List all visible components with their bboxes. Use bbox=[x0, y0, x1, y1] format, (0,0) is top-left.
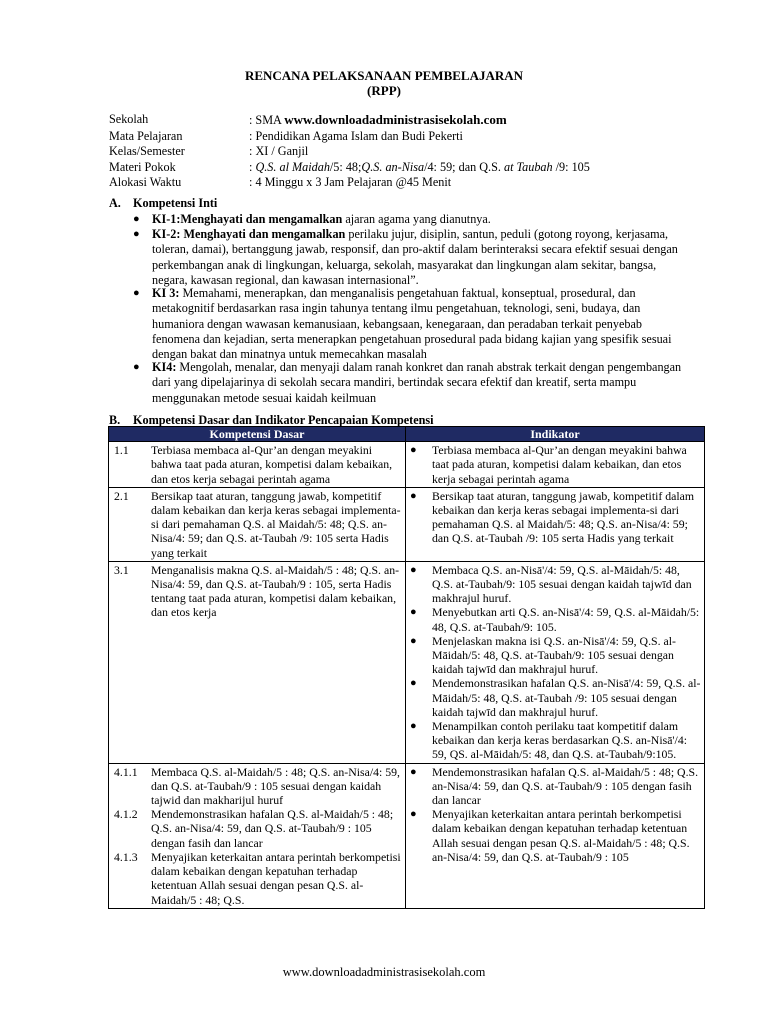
section-number: B. bbox=[109, 413, 121, 427]
indicator-text: Terbiasa membaca al-Qur’an dengan meyakini bahwa taat pada aturan, kompetisi dalam kebaikan, dan etos kerja sebagai perintah agama bbox=[432, 443, 687, 486]
indicator-cell bbox=[406, 442, 705, 488]
ki-item bbox=[133, 227, 692, 288]
identity-prefix: : SMA bbox=[249, 113, 285, 127]
surah-ref: /9: 105 bbox=[552, 159, 590, 174]
indicator-text: Mendemonstrasikan hafalan Q.S. an-Nisā'/4: 59, Q.S. al-Māidah/5: 48, Q.S. at-Taubah /9: 105 sesuai dengan kaidah tajwīd dan makhrajul huruf. bbox=[432, 676, 701, 719]
identity-value bbox=[249, 144, 308, 160]
identity-row-material bbox=[109, 160, 590, 176]
subject-value: Pendidikan Agama Islam dan Budi Pekerti bbox=[255, 128, 463, 143]
kd-cell bbox=[109, 487, 406, 561]
kd-number: 4.1.2 bbox=[114, 807, 138, 822]
bullet-dot-icon: ● bbox=[410, 808, 417, 821]
indicator-item bbox=[410, 605, 701, 633]
ki-text: ajaran agama yang dianutnya. bbox=[342, 212, 491, 226]
bullet-dot-icon: ● bbox=[410, 720, 417, 733]
indicator-item bbox=[410, 489, 701, 546]
ki-item bbox=[133, 360, 692, 406]
bullet-dot-icon: ● bbox=[410, 563, 417, 576]
kd-number: 4.1.3 bbox=[114, 849, 138, 864]
identity-label: Alokasi Waktu bbox=[109, 175, 182, 190]
indicator-item bbox=[410, 563, 701, 606]
indicator-text: Bersikap taat aturan, tanggung jawab, kompetitif dalam kebaikan dan kerja keras sebagai implementa-si dari pemahaman Q.S. al Maidah/5: 48; Q.S. an-Nisa/4: 59; dan Q.S. at-Taubah /9: 105 serta Hadis yang terkait bbox=[432, 488, 695, 546]
indicator-text: Membaca Q.S. an-Nisā'/4: 59, Q.S. al-Māidah/5: 48, Q.S. at-Taubah/9: 105 sesuai dengan kaidah tajwīd dan makhrajul huruf. bbox=[432, 562, 692, 606]
identity-label: Materi Pokok bbox=[109, 159, 176, 174]
bullet-dot-icon: ● bbox=[133, 228, 140, 240]
indicator-item bbox=[410, 443, 701, 486]
surah-name: Q.S. an-Nisa bbox=[361, 159, 425, 174]
document-title: RENCANA PELAKSANAAN PEMBELAJARAN bbox=[244, 68, 524, 83]
surah-name: at Taubah bbox=[503, 159, 553, 174]
table-body bbox=[109, 442, 705, 909]
identity-prefix: : bbox=[249, 175, 256, 190]
kd-text: Mendemonstrasikan hafalan Q.S. al-Maidah/5 : 48; Q.S. an-Nisa/4: 59, dan Q.S. at-Taubah/9 : 105 dengan fasih dan lancar bbox=[151, 807, 394, 850]
bullet-dot-icon: ● bbox=[410, 634, 417, 647]
table-row bbox=[109, 561, 705, 763]
indicator-cell bbox=[406, 763, 705, 908]
ki-label: KI-1:Menghayati dan mengamalkan bbox=[152, 212, 343, 226]
ki-label: KI4: bbox=[152, 360, 177, 374]
ki-text: Mengolah, menalar, dan menyaji dalam ranah konkret dan ranah abstrak terkait dengan pengembangan dari yang dipelajarinya di sekolah secara mandiri, bertindak secara efektif dan kreatif, serta mampu menggunakan metode sesuai kaidah keilmuan bbox=[152, 360, 682, 405]
identity-row-subject bbox=[109, 129, 590, 145]
table-header-row bbox=[109, 427, 705, 442]
indicator-item bbox=[410, 765, 701, 808]
kd-cell bbox=[109, 561, 406, 763]
kd-number: 2.1 bbox=[114, 488, 129, 503]
school-website: www.downloadadministrasisekolah.com bbox=[284, 112, 507, 127]
surah-ref: /5: 48; bbox=[329, 159, 362, 174]
time-value: 4 Minggu x 3 Jam Pelajaran @45 Menit bbox=[255, 175, 452, 190]
class-value: XI / Ganjil bbox=[255, 144, 309, 159]
bullet-dot-icon: ● bbox=[410, 489, 417, 502]
ki-item bbox=[133, 286, 692, 362]
indicator-cell bbox=[406, 487, 705, 561]
bullet-dot-icon: ● bbox=[410, 606, 417, 619]
kd-number: 4.1.1 bbox=[114, 764, 138, 779]
identity-row-time bbox=[109, 175, 590, 191]
bullet-dot-icon: ● bbox=[133, 287, 140, 299]
identity-value bbox=[249, 129, 463, 145]
section-number: A. bbox=[109, 196, 121, 210]
ki-item bbox=[133, 212, 692, 227]
bullet-dot-icon: ● bbox=[410, 765, 417, 778]
table-row bbox=[109, 763, 705, 908]
table-row bbox=[109, 487, 705, 561]
kd-number: 1.1 bbox=[114, 443, 129, 458]
kd-text: Bersikap taat aturan, tanggung jawab, kompetitif dalam kebaikan dan kerja keras sebagai implementa-si dari pemahaman Q.S. al Maidah/5: 48; Q.S. an-Nisa/4: 59; dan Q.S. at-Taubah /9: 105 serta Hadis yang terkait bbox=[151, 488, 401, 560]
ki-label: KI 3: bbox=[152, 286, 180, 300]
bullet-dot-icon: ● bbox=[133, 361, 140, 373]
identity-label: Kelas/Semester bbox=[109, 144, 185, 159]
kd-text: Menyajikan keterkaitan antara perintah berkompetisi dalam kebaikan dengan kepatuhan terhadap ketentuan Allah sesuai dengan pesan Q.S. al-Maidah/5 : 48; Q.S. bbox=[151, 849, 401, 907]
indicator-item bbox=[410, 807, 701, 864]
section-title: Kompetensi Inti bbox=[133, 196, 218, 210]
indicator-cell bbox=[406, 561, 705, 763]
identity-prefix: : bbox=[249, 128, 256, 143]
kd-text: Membaca Q.S. al-Maidah/5 : 48; Q.S. an-Nisa/4: 59, dan Q.S. at-Taubah/9 : 105 sesuai dengan kaidah tajwid dan makharijul huruf bbox=[151, 764, 401, 808]
kd-cell bbox=[109, 763, 406, 908]
footer-website: www.downloadadministrasisekolah.com bbox=[282, 965, 486, 979]
indicator-item bbox=[410, 634, 701, 677]
document-subtitle: (RPP) bbox=[367, 83, 401, 98]
section-a-heading bbox=[109, 196, 217, 211]
identity-row-school bbox=[109, 112, 590, 129]
competency-table bbox=[108, 426, 705, 909]
ki-label: KI-2: Menghayati dan mengamalkan bbox=[152, 227, 346, 241]
identity-row-class bbox=[109, 144, 590, 160]
identity-label: Mata Pelajaran bbox=[109, 128, 183, 143]
identity-block bbox=[109, 112, 590, 191]
ki-text: Memahami, menerapkan, dan menganalisis pengetahuan faktual, konseptual, prosedural, dan metakognitif berdasarkan rasa ingin tahunya tentang ilmu pengetahuan, teknologi, seni, budaya, dan humaniora dengan wawasan kemanusiaan, kebangsaan, kenegaraan, dan peradaban terkait penyebab fenomena dan kejadian, serta menerapkan pengetahuan prosedural pada bidang kajian yang spesifik sesuai dengan bakat dan minatnya untuk memecahkan masalah bbox=[152, 286, 672, 362]
identity-prefix: : bbox=[249, 159, 256, 174]
ki-text: perilaku jujur, disiplin, santun, peduli (gotong royong, kerjasama, toleran, damai), bertanggung jawab, responsif, dan pro-aktif dalam berinteraksi secara efektif sesuai dengan perkembangan anak di lingkungan, keluarga, sekolah, masyarakat dan lingkungan alam sekitar, bangsa, negara, kawasan regional, dan kawasan internasional”. bbox=[152, 227, 678, 287]
kd-text: Terbiasa membaca al-Qur’an dengan meyakini bahwa taat pada aturan, kompetisi dalam kebaikan, dan etos kerja sebagai perintah agama bbox=[151, 443, 393, 486]
surah-name: Q.S. al Maidah bbox=[255, 159, 330, 174]
indicator-item bbox=[410, 676, 701, 719]
surah-ref: /4: 59; dan Q.S. bbox=[424, 159, 504, 174]
identity-value bbox=[249, 160, 590, 176]
identity-prefix: : bbox=[249, 144, 256, 159]
kd-text: Menganalisis makna Q.S. al-Maidah/5 : 48; Q.S. an-Nisa/4: 59, dan Q.S. at-Taubah/9 : 105, serta Hadis tentang taat pada aturan, kompetisi dalam kebaikan, dan etos kerja bbox=[151, 562, 400, 620]
identity-label: Sekolah bbox=[109, 112, 149, 126]
table-row bbox=[109, 442, 705, 488]
bullet-dot-icon: ● bbox=[410, 444, 417, 457]
indicator-text: Mendemonstrasikan hafalan Q.S. al-Maidah/5 : 48; Q.S. an-Nisa/4: 59, dan Q.S. at-Taubah/9 : 105 dengan fasih dan lancar bbox=[432, 764, 699, 808]
section-title: Kompetensi Dasar dan Indikator Pencapaian Kompetensi bbox=[133, 413, 434, 427]
indicator-text: Menyajikan keterkaitan antara perintah berkompetisi dalam kebaikan dengan kepatuhan terhadap ketentuan Allah sesuai dengan pesan Q.S. al-Maidah/5 : 48; Q.S. an-Nisa/4: 59, dan Q.S. at-Taubah/9 : 105 bbox=[432, 807, 690, 864]
kd-cell bbox=[109, 442, 406, 488]
column-header-kd: Kompetensi Dasar bbox=[109, 427, 406, 442]
indicator-text: Menampilkan contoh perilaku taat kompetitif dalam kebaikan dan kerja keras berdasarkan Q.S. an-Nisā'/4: 59, QS. al-Māidah/5: 48, dan Q.S. at-Taubah/9:105. bbox=[432, 719, 688, 762]
bullet-dot-icon: ● bbox=[410, 677, 417, 690]
identity-value bbox=[249, 112, 507, 129]
column-header-indicator: Indikator bbox=[406, 427, 705, 442]
bullet-dot-icon: ● bbox=[133, 213, 140, 225]
indicator-text: Menyebutkan arti Q.S. an-Nisā'/4: 59, Q.S. al-Māidah/5: 48, Q.S. at-Taubah/9: 105. bbox=[432, 605, 700, 634]
identity-value bbox=[249, 175, 451, 191]
indicator-text: Menjelaskan makna isi Q.S. an-Nisā'/4: 59, Q.S. al-Māidah/5: 48, Q.S. at-Taubah/9: 105 sesuai dengan kaidah tajwīd dan makhrajul huruf. bbox=[432, 633, 676, 677]
indicator-item bbox=[410, 719, 701, 762]
kd-number: 3.1 bbox=[114, 562, 129, 577]
